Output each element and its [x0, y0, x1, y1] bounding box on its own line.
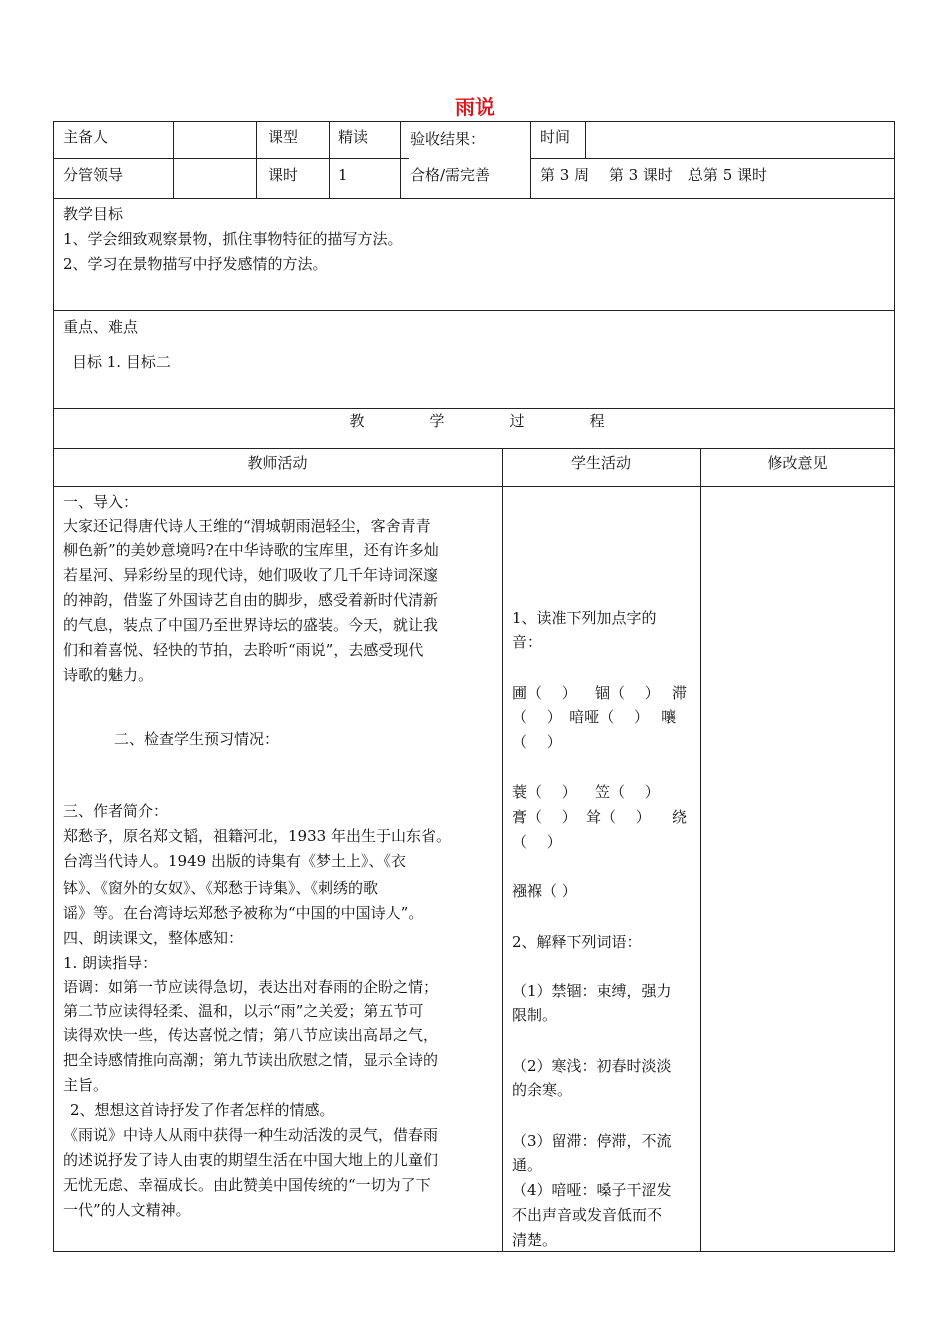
process-heading-char: 学	[429, 412, 445, 430]
teacher-author-line: 谣》等。在台湾诗坛郑愁予被称为“中国的中国诗人”。	[63, 904, 424, 922]
header-leader-label: 分管领导	[63, 166, 124, 184]
definition-line: 通。	[512, 1156, 543, 1174]
column-divider	[700, 448, 701, 1252]
definition-line: （1）禁锢：束缚，强力	[512, 982, 672, 1000]
pinyin-item: 蓑（ ）	[512, 783, 577, 801]
teacher-reading-line: 读得欢快一些，传达喜悦之情；第八节应读出高昂之气，	[63, 1026, 439, 1044]
pinyin-item: 圃（ ）	[512, 684, 577, 702]
column-header-student: 学生活动	[570, 454, 631, 472]
definition-line: （2）寒浅：初春时淡淡	[512, 1057, 672, 1075]
teacher-intro-line: 大家还记得唐代诗人王维的“渭城朝雨浥轻尘，客舍青青	[63, 517, 431, 535]
pinyin-item: （ ） 喑哑（ ） 嚷	[512, 708, 677, 726]
definition-line: （3）留滞：停滞，不流	[512, 1132, 672, 1150]
column-header-comments: 修改意见	[767, 454, 828, 472]
header-period-label: 课时	[268, 166, 299, 184]
teacher-reading-line: 语调：如第一节应读得急切，表达出对春雨的企盼之情；	[63, 978, 439, 996]
pinyin-item: 笠（ ）	[595, 783, 660, 801]
section-divider	[53, 448, 895, 449]
header-type-label: 课型	[268, 128, 299, 146]
teacher-reading-line: 主旨。	[63, 1076, 109, 1094]
teacher-emotion-line: 《雨说》中诗人从雨中获得一种生动活泼的灵气，借春雨	[63, 1126, 439, 1144]
header-preparer-label: 主备人	[63, 128, 109, 146]
definition-line: 清楚。	[512, 1231, 558, 1249]
teacher-intro-line: 诗歌的魅力。	[63, 666, 154, 684]
objective-item: 2、学习在景物描写中抒发感情的方法。	[63, 255, 328, 273]
header-col-divider	[585, 121, 586, 158]
header-period-value: 1	[338, 166, 348, 184]
section-divider	[53, 310, 895, 311]
teacher-intro-line: 若星河、异彩纷呈的现代诗，她们吸收了几千年诗词深邃	[63, 566, 439, 584]
document-title: 雨说	[455, 95, 495, 119]
teacher-emotion-line: 一代”的人文精神。	[63, 1201, 191, 1219]
pinyin-item: 膏（ ）	[512, 808, 577, 826]
pinyin-item: 耸（ ）	[586, 808, 651, 826]
definition-line: （4）喑哑：嗓子干涩发	[512, 1181, 672, 1199]
keypoints-heading: 重点、难点	[63, 318, 139, 336]
process-heading-char: 程	[589, 412, 605, 430]
column-header-teacher: 教师活动	[247, 454, 308, 472]
pinyin-item: 锢（ ）	[595, 684, 660, 702]
teacher-author-line: 台湾当代诗人。1949 出版的诗集有《梦土上》、《衣	[63, 852, 406, 870]
header-col-divider	[530, 121, 531, 198]
teacher-reading-line: 第二节应读得轻柔、温和，以示“雨”之关爱；第五节可	[63, 1002, 424, 1020]
lesson-plan-table	[53, 121, 895, 1252]
student-question-1: 音：	[512, 633, 543, 651]
teacher-section-author-title: 三、作者简介：	[63, 802, 169, 820]
process-heading-char: 教	[349, 412, 365, 430]
teacher-section-reading-title: 四、朗读课文，整体感知：	[63, 929, 244, 947]
header-col-divider	[173, 121, 174, 198]
teacher-intro-line: 的气息，装点了中国乃至世界诗坛的盛装。今天，就让我	[63, 616, 439, 634]
process-heading-char: 过	[509, 412, 525, 430]
header-col-divider	[256, 121, 257, 198]
header-time-label: 时间	[540, 128, 571, 146]
teacher-intro-line: 的神韵，借鉴了外国诗艺自由的脚步，感受着新时代清新	[63, 591, 439, 609]
column-header-bottom	[53, 486, 895, 487]
pinyin-item: （ ）	[512, 833, 562, 851]
teacher-emotion-line: 的述说抒发了诗人由衷的期望生活在中国大地上的儿童们	[63, 1151, 439, 1169]
objectives-heading: 教学目标	[63, 205, 124, 223]
header-schedule-value: 第 3 周 第 3 课时 总第 5 课时	[540, 166, 768, 184]
definition-line: 的余寒。	[512, 1081, 573, 1099]
teacher-author-line: 钵》、《窗外的女奴》、《郑愁于诗集》、《刺绣的歌	[63, 879, 379, 897]
student-question-1: 1、读准下列加点字的	[512, 609, 657, 627]
definition-line: 不出声音或发音低而不	[512, 1206, 663, 1224]
header-row-divider	[530, 158, 895, 159]
header-col-divider	[400, 121, 401, 198]
pinyin-item: 襁褓（ ）	[512, 882, 577, 900]
objective-item: 1、学会细致观察景物，抓住事物特征的描写方法。	[63, 230, 403, 248]
teacher-section-intro-title: 一、导入：	[63, 493, 139, 511]
definition-line: 限制。	[512, 1006, 558, 1024]
teacher-reading-line: 把全诗感情推向高潮；第九节读出欣慰之情，显示全诗的	[63, 1051, 439, 1069]
pinyin-item: （ ）	[512, 733, 562, 751]
process-heading	[317, 409, 637, 433]
column-divider	[502, 448, 503, 1252]
header-bottom-line	[53, 198, 895, 199]
header-type-value: 精读	[338, 128, 369, 146]
teacher-section-preview-title: 二、检查学生预习情况：	[114, 730, 280, 748]
teacher-author-line: 郑愁予，原名郑文韬，祖籍河北，1933 年出生于山东省。	[63, 827, 451, 845]
teacher-intro-line: 们和着喜悦、轻快的节拍，去聆听“雨说”，去感受现代	[63, 641, 424, 659]
header-result-label: 验收结果：	[410, 130, 486, 148]
pinyin-item: 滞	[672, 684, 688, 702]
keypoints-text: 目标 1. 目标二	[72, 353, 171, 371]
header-row-divider	[53, 158, 409, 159]
teacher-intro-line: 柳色新”的美妙意境吗?在中华诗歌的宝库里，还有许多灿	[63, 541, 439, 559]
teacher-emotion-subtitle: 2、想想这首诗抒发了作者怎样的情感。	[70, 1101, 335, 1119]
teacher-emotion-line: 无忧无虑、幸福成长。由此赞美中国传统的“一切为了下	[63, 1176, 431, 1194]
student-question-2: 2、解释下列词语：	[512, 933, 642, 951]
pinyin-item: 绕	[672, 808, 688, 826]
teacher-reading-subtitle: 1. 朗读指导：	[63, 954, 158, 972]
header-result-value: 合格/需完善	[410, 166, 491, 184]
header-col-divider	[329, 121, 330, 198]
